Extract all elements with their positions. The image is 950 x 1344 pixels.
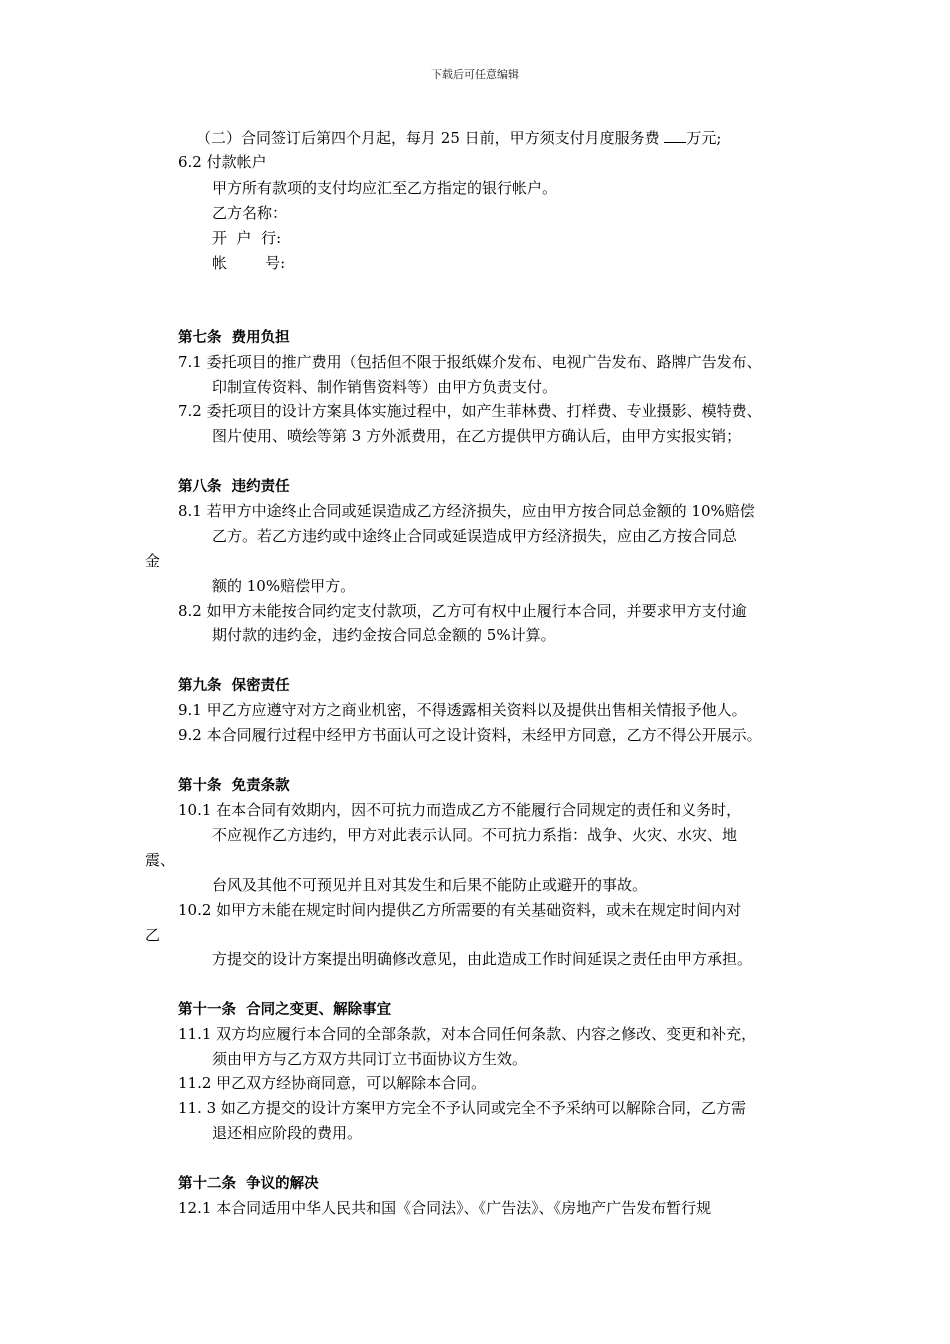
clause-text: 图片使用、喷绘等第 3 方外派费用，在乙方提供甲方确认后，由甲方实报实销； bbox=[212, 427, 742, 445]
clause-text: 台风及其他不可预见并且对其发生和后果不能防止或避开的事故。 bbox=[212, 876, 648, 894]
clause-8-2: 8.2 如甲方未能按合同约定支付款项，乙方可有权中止履行本合同，并要求甲方支付逾 bbox=[178, 602, 747, 620]
section-heading-8: 第八条 违约责任 bbox=[178, 479, 290, 495]
clause-9-2: 9.2 本合同履行过程中经甲方书面认可之设计资料，未经甲方同意，乙方不得公开展示。 bbox=[178, 726, 762, 744]
clause-text: 额的 10%赔偿甲方。 bbox=[212, 577, 356, 595]
section-heading-12: 第十二条 争议的解决 bbox=[178, 1176, 319, 1192]
clause-11-2: 11.2 甲乙双方经协商同意，可以解除本合同。 bbox=[178, 1074, 487, 1092]
clause-text: 印制宣传资料、制作销售资料等）由甲方负责支付。 bbox=[212, 378, 558, 396]
clause-6-1-2 bbox=[196, 128, 721, 148]
account-label: 帐 号: bbox=[212, 254, 286, 272]
clause-10-2: 10.2 如甲方未能在规定时间内提供乙方所需要的有关基础资料，或未在规定时间内对 bbox=[178, 901, 742, 919]
clause-text: （二）合同签订后第四个月起，每月 25 日前，甲方须支付月度服务费 bbox=[196, 129, 665, 147]
page-header: 下载后可任意编辑 bbox=[431, 68, 519, 81]
clause-7-2: 7.2 委托项目的设计方案具体实施过程中，如产生菲林费、打样费、专业摄影、模特费、 bbox=[178, 402, 762, 420]
clause-text: 退还相应阶段的费用。 bbox=[212, 1124, 363, 1142]
fee-blank bbox=[664, 130, 686, 143]
section-heading-11: 第十一条 合同之变更、解除事宜 bbox=[178, 1002, 392, 1018]
clause-10-1: 10.1 在本合同有效期内，因不可抗力而造成乙方不能履行合同规定的责任和义务时， bbox=[178, 801, 742, 819]
bank-label: 开 户 行: bbox=[212, 229, 282, 247]
clause-text: 须由甲方与乙方双方共同订立书面协议方生效。 bbox=[212, 1050, 528, 1068]
clause-text: 乙方。若乙方违约或中途终止合同或延误造成甲方经济损失，应由乙方按合同总 bbox=[212, 527, 738, 545]
clause-text: 期付款的违约金，违约金按合同总金额的 5%计算。 bbox=[212, 626, 556, 644]
clause-11-1: 11.1 双方均应履行本合同的全部条款，对本合同任何条款、内容之修改、变更和补充， bbox=[178, 1025, 757, 1043]
clause-text: 震、 bbox=[145, 851, 176, 869]
clause-text: 不应视作乙方违约，甲方对此表示认同。不可抗力系指：战争、火灾、水灾、地 bbox=[212, 826, 738, 844]
clause-text: 乙 bbox=[145, 926, 161, 944]
clause-12-1: 12.1 本合同适用中华人民共和国《合同法》、《广告法》、《房地产广告发布暂行规 bbox=[178, 1199, 712, 1217]
section-heading-9: 第九条 保密责任 bbox=[178, 678, 290, 694]
clause-text: 甲方所有款项的支付均应汇至乙方指定的银行帐户。 bbox=[212, 179, 558, 197]
payee-name-label: 乙方名称： bbox=[212, 204, 288, 222]
section-heading-7: 第七条 费用负担 bbox=[178, 330, 290, 346]
clause-9-1: 9.1 甲乙方应遵守对方之商业机密，不得透露相关资料以及提供出售相关情报予他人。 bbox=[178, 701, 747, 719]
clause-8-1: 8.1 若甲方中途终止合同或延误造成乙方经济损失，应由甲方按合同总金额的 10%赔偿 bbox=[178, 502, 755, 520]
clause-11-3: 11. 3 如乙方提交的设计方案甲方完全不予认同或完全不予采纳可以解除合同，乙方需 bbox=[178, 1099, 746, 1117]
clause-text-unit: 万元; bbox=[686, 129, 722, 147]
clause-6-2: 6.2 付款帐户 bbox=[178, 153, 267, 171]
clause-text: 方提交的设计方案提出明确修改意见，由此造成工作时间延误之责任由甲方承担。 bbox=[212, 950, 753, 968]
clause-7-1: 7.1 委托项目的推广费用（包括但不限于报纸媒介发布、电视广告发布、路牌广告发布、 bbox=[178, 353, 762, 371]
section-heading-10: 第十条 免责条款 bbox=[178, 778, 290, 794]
clause-text: 金 bbox=[145, 552, 161, 570]
